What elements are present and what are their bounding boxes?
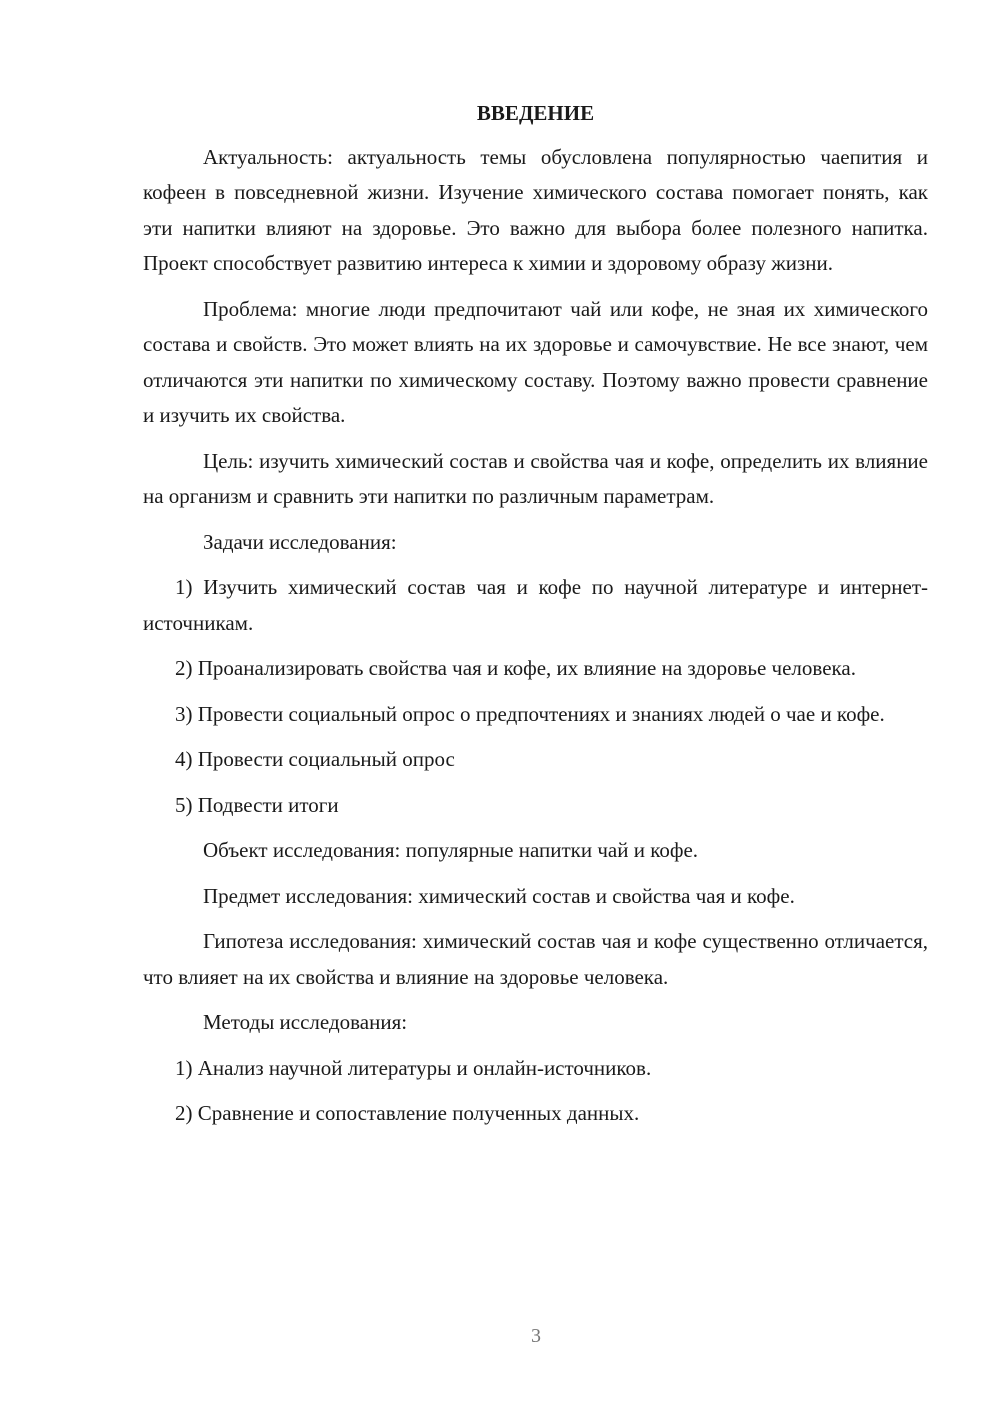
method-item: 2) Сравнение и сопоставление полученных данных.: [175, 1101, 640, 1125]
task-item: 5) Подвести итоги: [175, 792, 339, 817]
document-page: [143, 96, 928, 1142]
problem-paragraph: Проблема: многие люди предпочитают чай или кофе, не зная их химического состава и свойств. Это может влиять на их здоровье и самочувствие. Не все знают, чем отличаются эти напитки по химическому составу. Поэтому важно провести сравнение и изучить их свойства.: [143, 296, 928, 427]
task-item: 4) Провести социальный опрос: [175, 747, 455, 771]
hypothesis-paragraph: Гипотеза исследования: химический состав чая и кофе существенно отличается, что влияет на их свойства и влияние на здоровье человека.: [143, 929, 928, 989]
methods-heading: Методы исследования:: [203, 1010, 408, 1034]
relevance-paragraph: Актуальность: актуальность темы обусловлена популярностью чаепития и кофеен в повседневной жизни. Изучение химического состава помогает понять, как эти напитки влияют на здоровье. Это важно для выбора более полезного напитка. Проект способствует развитию интереса к химии и здоровому образу жизни.: [143, 144, 928, 275]
goal-paragraph: Цель: изучить химический состав и свойства чая и кофе, определить их влияние на организм и сравнить эти напитки по различным параметрам.: [143, 448, 928, 508]
page-title: ВВЕДЕНИЕ: [476, 101, 595, 125]
page-number: 3: [531, 1325, 541, 1347]
method-item: 1) Анализ научной литературы и онлайн-источников.: [175, 1055, 652, 1080]
tasks-heading: Задачи исследования:: [203, 529, 397, 554]
task-item: 1) Изучить химический состав чая и кофе по научной литературе и интернет-источникам.: [143, 575, 928, 635]
task-item: 3) Провести социальный опрос о предпочтениях и знаниях людей о чае и кофе.: [175, 701, 885, 726]
subject-paragraph: Предмет исследования: химический состав и свойства чая и кофе.: [203, 883, 795, 908]
object-paragraph: Объект исследования: популярные напитки чай и кофе.: [203, 838, 699, 862]
task-item: 2) Проанализировать свойства чая и кофе, их влияние на здоровье человека.: [175, 656, 856, 680]
